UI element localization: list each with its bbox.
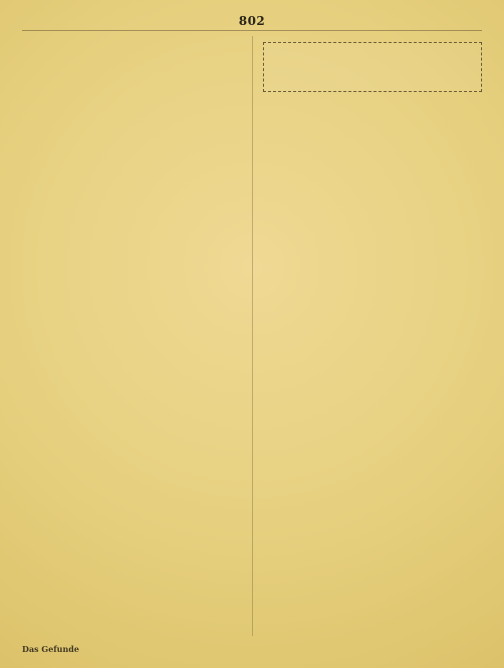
page-number: 802 bbox=[238, 14, 266, 28]
header-rule bbox=[22, 30, 482, 31]
column-divider bbox=[252, 36, 253, 636]
notice-box bbox=[263, 42, 483, 92]
page-footer bbox=[22, 642, 482, 656]
footer-left: Das Gefunde bbox=[22, 644, 80, 654]
top-bar bbox=[0, 14, 504, 28]
right-column bbox=[263, 36, 483, 636]
left-column bbox=[22, 36, 242, 636]
text-columns bbox=[22, 36, 482, 636]
